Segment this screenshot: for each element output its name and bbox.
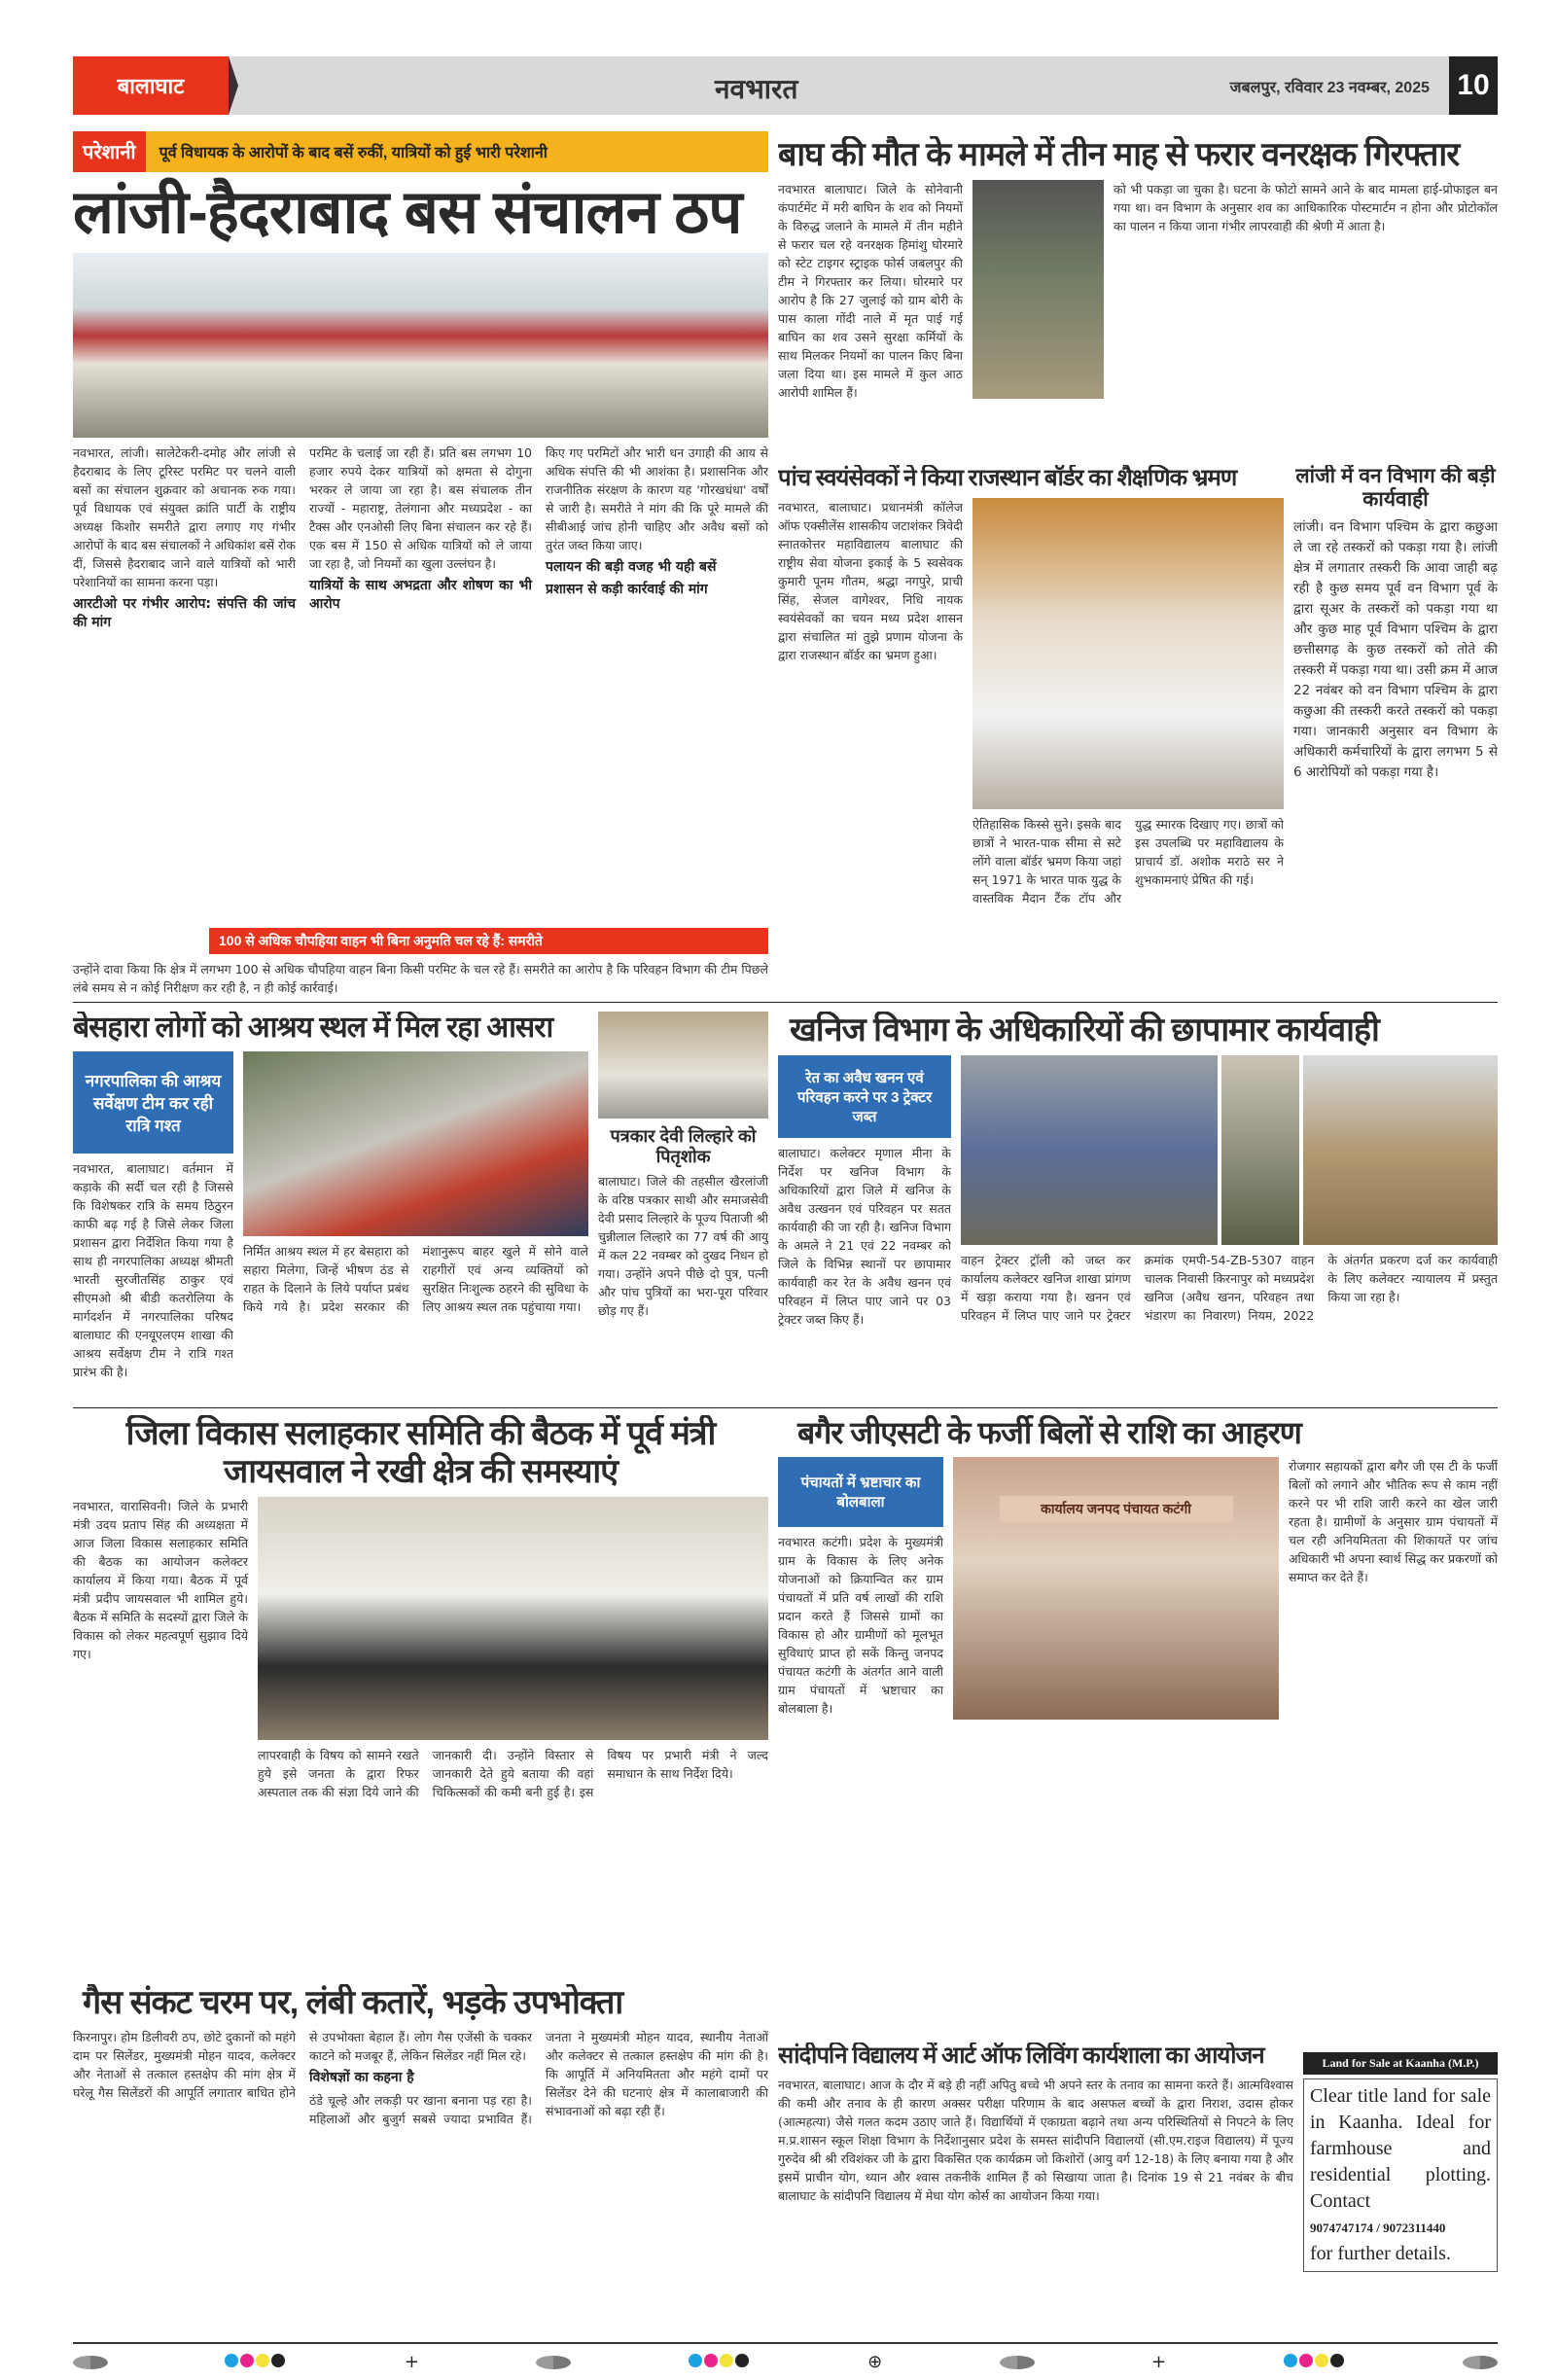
reg-oval-icon [1000, 2356, 1035, 2369]
headline: खनिज विभाग के अधिकारियों की छापामार कार्यवाही [790, 1012, 1379, 1048]
mining-callout: रेत का अवैध खनन एवं परिवहन करने पर 3 ट्रेक्टर जब्त [778, 1055, 951, 1138]
sandipani-text: नवभारत, बालाघाट। आज के दौर में बड़े ही नहीं अपितु बच्चे भी अपने स्तर के तनाव का सामना करते हैं। आत्मविश्वास की कमी और तनाव के ही कारण अक्सर परीक्षा परिणाम के बाद असफल बच्चों के द्वारा निराश, उदास होकर (आत्महत्या) जैसे गलत कदम उठाए जाते हैं। विद्यार्थियों में एकाग्रता बढ़ाने तथा अन्य परिस्थितियों से निपटने के लिए म.प्र.शासन स्कूल शिक्षा विभाग के निर्देशानुसार प्रदेश के समस्त सांदीपनि विद्यालयों (सी.एम.राइज विद्यालय) में पूज्य गुरुदेव श्री श्री रविशंकर जी के द्वारा विकसित एक कार्यक्रम जो किशोरों (आयु वर्ग 12-18) के लिए बनाया गया है और इसमें प्राचीन योग, ध्यान और श्वास तकनीकें शामिल हैं को सिखाया जाता है। दिनांक 19 से 21 नवंबर के बीच बालाघाट के सांदीपनि विद्यालय में मेधा योग कोर्स का आयोजन किया गया। [778, 2077, 1293, 2203]
district-text-cont: लापरवाही के विषय को सामने रखते हुये इसे जनता के द्वारा रिफर अस्पताल तक की संज्ञा दिये जाने की जानकारी दी। उन्होंने विस्तार से जानकारी देते हुये बताया की वहां चिकित्सकों की कमी बनी हुई है। इस विषय पर प्रभारी मंत्री ने जल्द समाधान के साथ निर्देश दिये। [258, 1748, 768, 1800]
shelter-story [73, 1012, 588, 1401]
shelter-photo [243, 1051, 588, 1236]
headline: बेसहारा लोगों को आश्रय स्थल में मिल रहा आसरा [73, 1012, 553, 1044]
subhead: प्रशासन से कड़ी कार्रवाई की मांग [546, 582, 708, 598]
tiger-text-cont: को भी पकड़ा जा चुका है। घटना के फोटो सामने आने के बाद मामला हाई-प्रोफाइल बन गया था। वन विभाग के अनुसार शव का आधिकारिक पोस्टमार्टम न होना और प्रोटोकॉल का पालन न किया जाना गंभीर लापरवाही की श्रेणी में आता है। [1114, 182, 1498, 234]
students-photo [972, 498, 1284, 809]
gst-callout: पंचायतों में भ्रष्टाचार का बोलबाला [778, 1457, 943, 1527]
lead-p1: नवभारत, लांजी। सालेटेकरी-दमोह और लांजी से हैदराबाद के लिए टूरिस्ट परमिट पर चलने वाली बसों का संचालन शुक्रवार को अचानक रुक गया। पूर्व विधायक एवं संयुक्त क्रांति पार्टी के राष्ट्रीय अध्यक्ष किशोर समरीते द्वारा लगाए गए गंभीर आरोपों के बाद बस संचालकों ने अधिकांश बसें रोक दीं, जिससे हैदराबाद जाने वाले यात्रियों को भारी परेशानियों का सामना करना पड़ा। [73, 445, 296, 590]
strap: पूर्व विधायक के आरोपों के बाद बसें रुकीं, यात्रियों को हुई भारी परेशानी [146, 131, 768, 172]
dateline: जबलपुर, रविवार 23 नवम्बर, 2025 [1229, 80, 1430, 96]
district-text: नवभारत, वारासिवनी। जिले के प्रभारी मंत्री उदय प्रताप सिंह की अध्यक्षता में आज जिला विकास सलाहकार समिति की बैठक का आयोजन कलेक्टर कार्यालय में किया गया। बैठक में पूर्व मंत्री प्रदीप जायसवाल भी शामिल हुये। बैठक में समिति के सदस्यों द्वारा जिले के विकास को लेकर महत्वपूर्ण सुझाव दिये गए। [73, 1499, 248, 1662]
ad-tail: for further details. [1310, 2243, 1451, 2264]
page-number: 10 [1449, 56, 1498, 115]
meeting-photo [258, 1497, 768, 1740]
sandipani-story [778, 2043, 1293, 2339]
gst-story [778, 1415, 1498, 2033]
classified-ad[interactable] [1303, 2052, 1498, 2339]
officials-photo [1221, 1055, 1299, 1245]
shelter-callout: नगरपालिका की आश्रय सर्वेक्षण टीम कर रही रात्रि गश्त [73, 1051, 233, 1154]
color-dots-icon [1284, 2353, 1346, 2371]
obituary-story [598, 1012, 768, 1401]
color-dots-icon [225, 2353, 287, 2371]
lanji-forest-story [1293, 465, 1498, 990]
section-label: बालाघाट [73, 56, 229, 115]
rajasthan-text-cont: ऐतिहासिक किस्से सुने। इसके बाद छात्रों ने भारत-पाक सीमा से सटे लोंगे वाला बॉर्डर भ्रमण किया जहां सन् 1971 के भारत पाक युद्ध के वास्तविक मैदान टैंक टॉप और युद्ध स्मारक दिखाए गए। छात्रों को इस उपलब्धि पर महाविद्यालय के प्राचार्य डॉ. अशोक मराठे सर ने शुभकामनाएं प्रेषित की गई। [972, 816, 1284, 906]
janpad-office-photo [953, 1457, 1279, 1720]
mining-text: बालाघाट। कलेक्टर मृणाल मीना के निर्देश पर खनिज विभाग के अधिकारियों द्वारा जिले में खनिज के अवैध उत्खनन एवं परिवहन पर सतत कार्यवाही की जा रही है। खनिज विभाग के अमले ने 21 एवं 22 नवम्बर को जिले के विभिन्न स्थानों पर छापामार कार्यवाही कर रेत के अवैध खनन एवं परिवहन में लिप्त पाए जाने पर 03 ट्रेक्टर जब्त किए हैं। [778, 1146, 951, 1328]
gst-text: नवभारत कटंगी। प्रदेश के मुख्यमंत्री ग्राम के विकास के लिए अनेक योजनाओं को क्रियान्वित कर ग्राम पंचायतों में प्रति वर्ष लाखों की राशि प्रदान करते हैं जिससे ग्रामों का विकास हो और ग्रामीणों को मूलभूत सुविधाएं प्राप्त हो सकें किन्तु जनपद पंचायत कटंगी के अंतर्गत आने वाली ग्राम पंचायतों में भ्रष्टाचार का बोलबाला है। [778, 1534, 943, 1716]
tractor-photo [961, 1055, 1218, 1245]
reg-oval-icon [1463, 2356, 1498, 2369]
crosshair-icon: + [1151, 2352, 1167, 2372]
headline: गैस संकट चरम पर, लंबी कतारें, भड़के उपभोक्ता [83, 1984, 623, 2021]
lanji-text: लांजी। वन विभाग पश्चिम के द्वारा कछुआ ले जा रहे तस्करों को पकड़ा गया है। लांजी क्षेत्र में लगातार तस्करी कि आवा जाही बढ़ रही है कुछ समय पूर्व वन विभाग पूर्व के द्वारा सूअर के तस्करों को पकड़ा गया था और कुछ माह पूर्व विभाग पश्चिम के द्वारा छत्तीसगढ़ के कुछ तस्करों को तोते की तस्करी में पकड़ा गया था। उसी क्रम में आज 22 नवंबर को वन विभाग पश्चिम के द्वारा कछुआ की तस्करी करते तस्करों को पकड़ा गया। जानकारी अनुसार वन विभाग के अधिकारी कर्मचारियों के द्वारा लगभग 5 से 6 आरोपियों को पकड़ा गया है। [1293, 519, 1498, 781]
ad-phone: 9074747174 / 9072311440 [1310, 2220, 1446, 2235]
bus-photo [73, 253, 768, 438]
subhead: विशेषज्ञों का कहना है [309, 2070, 414, 2086]
registration-marks [73, 2352, 1498, 2372]
gas-story [73, 1984, 768, 2339]
headline: बगैर जीएसटी के फर्जी बिलों से राशि का आहरण [797, 1415, 1301, 1450]
gst-text-cont: रोजगार सहायकों द्वारा बगैर जी एस टी के फर्जी बिलों को लगाने और भौतिक रूप से काम नहीं करने पर भी राशि जारी करने का खेल जारी रहता है। ग्रामीणों के अनुसार ग्राम पंचायतों में चल रही अनियमितता की शिकायतें पर जांच अधिकारी भी अपना स्वार्थ सिद्ध कर प्रकरणों को समाप्त कर देते हैं। [1289, 1458, 1498, 1584]
crosshair-icon: + [404, 2352, 419, 2372]
masthead: नवभारत [715, 74, 798, 104]
obit-text: बालाघाट। जिले की तहसील खैरलांजी के वरिष्ठ पत्रकार साथी और समाजसेवी देवी प्रसाद लिल्हारे के पूज्य पिताजी श्री चुन्नीलाल लिल्हारे का 77 वर्ष की आयु में कल 22 नवम्बर को दुखद निधन हो गया। उन्होंने अपने पीछे दो पुत्र, पत्नी और पांच पुत्रियों का भरा-पूरा परिवार छोड़ गए हैं। [598, 1174, 768, 1319]
lead-p4: उन्होंने दावा किया कि क्षेत्र में लगभग 100 से अधिक चौपहिया वाहन बिना किसी परमिट के चल रहे हैं। समरीते का आरोप है कि परिवहन विभाग की टीम पिछले लंबे समय से न कोई निरीक्षण कर रही है, न ही कोई कार्रवाई। [73, 962, 768, 995]
mining-text-cont: वाहन ट्रेक्टर ट्रॉली को जब्त कर कार्यालय कलेक्टर खनिज शाखा प्रांगण में खड़ा कराया गया है। खनन एवं परिवहन में लिप्त पाए जाने पर ट्रेक्टर क्रमांक एमपी-54-ZB-5307 वाहन चालक निवासी किरनापुर को मध्यप्रदेश खनिज (अवैध खनन, परिवहन तथा भंडारण का निवारण) नियम, 2022 के अंतर्गत प्रकरण दर्ज कर कार्यवाही के लिए कलेक्टर न्यायालय में प्रस्तुत किया जा रहा है। [961, 1253, 1498, 1324]
headline: सांदीपनि विद्यालय में आर्ट ऑफ लिविंग कार्यशाला का आयोजन [778, 2043, 1264, 2069]
headline: जिला विकास सलाहकार समिति की बैठक में पूर्व मंत्री जायसवाल ने रखी क्षेत्र की समस्याएं [125, 1415, 716, 1491]
red-bar-subhead: 100 से अधिक चौपहिया वाहन भी बिना अनुमति चल रहे हैं: समरीते [209, 928, 768, 954]
gas-text: किरनापुर। होम डिलीवरी ठप, छोटे दुकानों को महंगे दाम पर सिलेंडर, मुख्यमंत्री मोहन यादव, कलेक्टर और नेताओं से तत्काल हस्तक्षेप की मांग क्षेत्र में घरेलू गैस सिलेंडरों की आपूर्ति लगातार बाधित होने से उपभोक्ता बेहाल हैं। लोग गैस एजेंसी के चक्कर काटने को मजबूर हैं, लेकिन सिलेंडर नहीं मिल रहे। [73, 2030, 532, 2101]
reg-oval-icon [536, 2356, 571, 2369]
portrait-photo [598, 1012, 768, 1119]
reg-oval-icon [73, 2356, 108, 2369]
headline: पत्रकार देवी लिल्हारे को पितृशोक [610, 1126, 757, 1166]
subhead: यात्रियों के साथ अभद्रता और शोषण का भी आरोप [309, 578, 532, 613]
lead-p2: परमिट के चलाई जा रही हैं। प्रति बस लगभग 10 हजार रुपये देकर यात्रियों को क्षमता से दोगुना भरकर ले जाया जा रहा है। बस संचालक तीन राज्यों - महाराष्ट्र, तेलंगाना और मध्यप्रदेश - का टैक्स और एनओसी लिए बिना संचालन कर रहे हैं। एक बस में 150 से अधिक यात्रियों को ले जाया जा रहा है, जो नियमों का खुला उल्लंघन है। [309, 445, 532, 572]
tiger-text: नवभारत बालाघाट। जिले के सोनेवानी कंपार्टमेंट में मरी बाघिन के शव को नियमों के विरुद्ध जलाने के मामले में तीन महीने से फरार चल रहे वनरक्षक हिमांशु घोरमारे को स्टेट टाइगर स्ट्राइक फोर्स जबलपुर की टीम ने गिरफ्तार कर लिया। घोरमारे पर आरोप है कि 27 जुलाई को ग्राम बोरी के पास काला गोंदी नाले में मृत पाई गई बाघिन का शव उसने सुरक्षा कर्मियों के साथ मिलकर नियमों का पालन किए बिना जला दिया था। इस मामले में कुल आठ आरोपी शामिल हैं। [778, 182, 963, 401]
gas-text-cont: ठंडे चूल्हे और लकड़ी पर खाना बनाना पड़ रहा है। महिलाओं और बुजुर्ग सबसे ज्यादा प्रभावित हैं। जनता ने मुख्यमंत्री मोहन यादव, स्थानीय नेताओं और कलेक्टर से तत्काल हस्तक्षेप की मांग की है। कि आपूर्ति में अनियमितता और महंगे दामों पर सिलेंडर देने की घटनाएं क्षेत्र में कालाबाजारी की संभावनाओं को बढ़ा रही हैं। [309, 2030, 768, 2127]
forest-guard-photo [972, 180, 1104, 399]
color-dots-icon [689, 2353, 751, 2371]
tiger-story [778, 136, 1498, 452]
subhead: आरटीओ पर गंभीर आरोप: संपत्ति की जांच की मांग [73, 596, 296, 631]
page-header [73, 56, 1498, 115]
mining-story [778, 1012, 1498, 1401]
crosshair-icon: ⊕ [867, 2352, 883, 2372]
lead-p3: किए गए परमिटों और भारी धन उगाही की आय से अधिक संपत्ति की भी आशंका है। प्रशासनिक और राजनीतिक संरक्षण के कारण यह 'गोरखधंधा' वर्षों से जारी है। समरीते ने मांग की कि पूरे मामले की सीबीआई जांच होनी चाहिए और अवैध बसों को तुरंत जब्त किया जाए। [546, 445, 768, 553]
headline: बाघ की मौत के मामले में तीन माह से फरार वनरक्षक गिरफ्तार [778, 136, 1460, 173]
rajasthan-text: नवभारत, बालाघाट। प्रधानमंत्री कॉलेज ऑफ एक्सीलेंस शासकीय जटाशंकर त्रिवेदी स्नातकोत्तर महाविद्यालय बालाघाट की राष्ट्रीय सेवा योजना इकाई के 5 स्वसेवक कुमारी पूनम गौतम, श्रद्धा नगपुरे, प्राची सिंह, सेजल वागेश्वर, निधि नायक स्वयंसेवकों का चयन मध्य प्रदेश शासन द्वारा संचालित मां तुझे प्रणाम योजना के द्वारा राजस्थान बॉर्डर का भ्रमण हुआ। [778, 499, 963, 662]
subhead: पलायन की बड़ी वजह भी यही बसें [546, 559, 717, 576]
headline: लांजी-हैदराबाद बस संचालन ठप [73, 179, 742, 246]
headline: लांजी में वन विभाग की बड़ी कार्यवाही [1295, 465, 1496, 512]
shelter-text: नवभारत, बालाघाट। वर्तमान में कड़ाके की सर्दी चल रही है जिससे कि विशेषकर रात्रि के समय ठिठुरन काफी बढ़ गई है जिसे लेकर जिला प्रशासन द्वारा निर्देशित किया गया है साथ ही नगरपालिका अध्यक्ष श्रीमती भारती सुरजीतसिंह ठाकुर एवं सीएमओ श्री बीडी कतरोलिया के मार्गदर्शन में नगरपालिका परिषद बालाघाट की एनयूएलएम शाखा की आश्रय सर्वेक्षण टीम ने रात्रि गश्त प्रारंभ की है। [73, 1160, 233, 1379]
district-committee-story [73, 1415, 768, 1970]
office-sign: कार्यालय जनपद पंचायत कटंगी [1000, 1496, 1233, 1522]
sand-site-photo [1303, 1055, 1498, 1245]
kicker: परेशानी [73, 131, 146, 172]
ad-body: Clear title land for sale in Kaanha. Ideal for farmhouse and residential plotting. Contact [1310, 2085, 1491, 2212]
lead-story [73, 131, 768, 997]
headline: पांच स्वयंसेवकों ने किया राजस्थान बॉर्डर का शैक्षणिक भ्रमण [778, 465, 1237, 491]
rajasthan-story [778, 465, 1284, 990]
shelter-text-cont: निर्मित आश्रय स्थल में हर बेसहारा को सहारा मिलेगा, जिन्हें भीषण ठंड से राहत के दिलाने के लिये पर्याप्त प्रबंध किये गये है। प्रदेश सरकार की मंशानुरूप बाहर खुले में सोने वाले राहगीरों एवं अन्य व्यक्तियों को सुरक्षित निःशुल्क ठहरने की सुविधा के लिए आश्रय स्थल तक पहुंचाया गया। [243, 1243, 588, 1314]
ad-title: Land for Sale at Kaanha (M.P.) [1303, 2052, 1498, 2075]
